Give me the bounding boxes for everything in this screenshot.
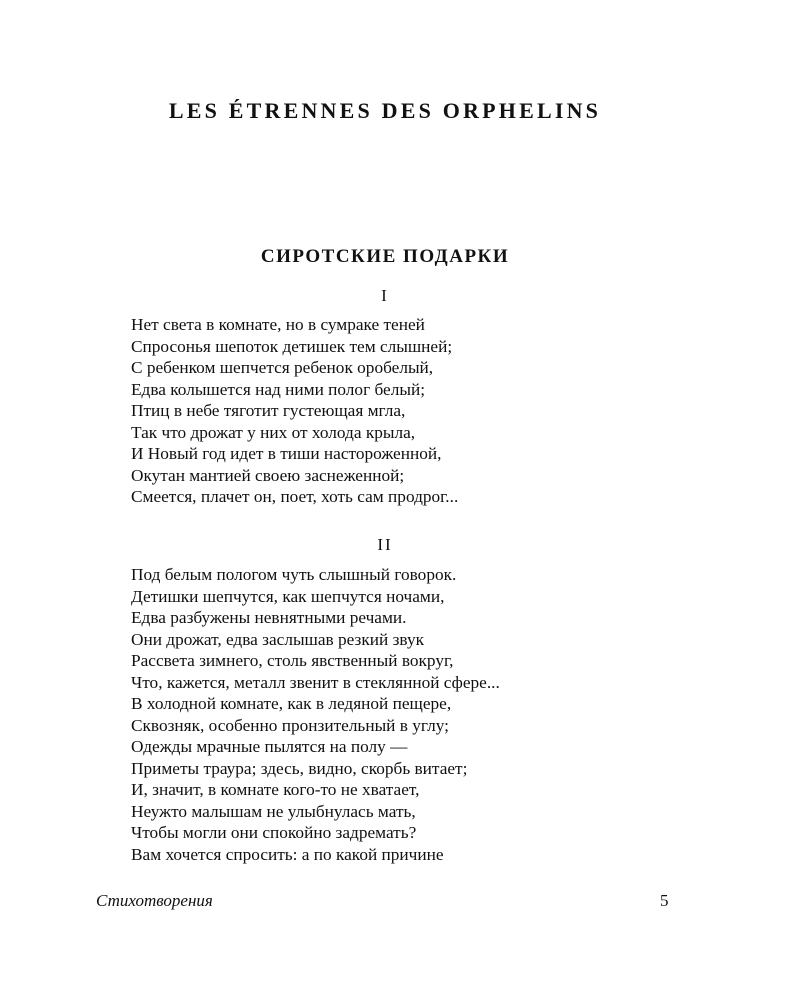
poem-line: Детишки шепчутся, как шепчутся ночами, bbox=[131, 586, 445, 606]
poem-line: Рассвета зимнего, столь явственный вокруг, bbox=[131, 651, 454, 670]
stanza-2 bbox=[131, 564, 500, 865]
poem-line: И, значит, в комнате кого-то не хватает, bbox=[131, 780, 420, 799]
poem-line: Что, кажется, металл звенит в стеклянной сфере... bbox=[131, 672, 500, 692]
page-title: LES ÉTRENNES DES ORPHELINS bbox=[168, 98, 602, 123]
page-number: 5 bbox=[660, 891, 669, 910]
poem-line: Окутан мантией своею заснеженной; bbox=[131, 465, 405, 485]
poem-line: Неужто малышам не улыбнулась мать, bbox=[131, 801, 416, 821]
poem-line: Вам хочется спросить: а по какой причине bbox=[131, 844, 444, 864]
poem-line: Нет света в комнате, но в сумраке теней bbox=[131, 315, 425, 334]
poem-title: СИРОТСКИЕ ПОДАРКИ bbox=[260, 246, 510, 267]
poem-line: Под белым пологом чуть слышный говорок. bbox=[131, 565, 457, 584]
poem-line: Смеется, плачет он, поет, хоть сам продрог... bbox=[131, 487, 459, 506]
poem-line: И Новый год идет в тиши настороженной, bbox=[131, 444, 442, 463]
part-number-1: I bbox=[381, 286, 389, 305]
stanza-1 bbox=[131, 314, 458, 508]
footer-book-title: Стихотворения bbox=[96, 891, 213, 910]
poem-line: Сквозняк, особенно пронзительный в углу; bbox=[131, 715, 449, 735]
poem-line: Приметы траура; здесь, видно, скорбь витает; bbox=[131, 758, 468, 778]
poem-line: Птиц в небе тяготит густеющая мгла, bbox=[131, 401, 406, 420]
poem-line: Так что дрожат у них от холода крыла, bbox=[131, 422, 416, 442]
poem-line: Едва колышется над ними полог белый; bbox=[131, 379, 425, 399]
poem-line: С ребенком шепчется ребенок оробелый, bbox=[131, 358, 434, 377]
poem-line: Едва разбужены невнятными речами. bbox=[131, 608, 407, 627]
poem-line: Одежды мрачные пылятся на полу — bbox=[131, 737, 408, 756]
poem-line: Они дрожат, едва заслышав резкий звук bbox=[131, 629, 425, 649]
poem-line: Спросонья шепоток детишек тем слышней; bbox=[131, 336, 453, 356]
poem-line: В холодной комнате, как в ледяной пещере, bbox=[131, 694, 452, 713]
poem-line: Чтобы могли они спокойно задремать? bbox=[131, 823, 417, 842]
part-number-2: II bbox=[377, 535, 393, 554]
